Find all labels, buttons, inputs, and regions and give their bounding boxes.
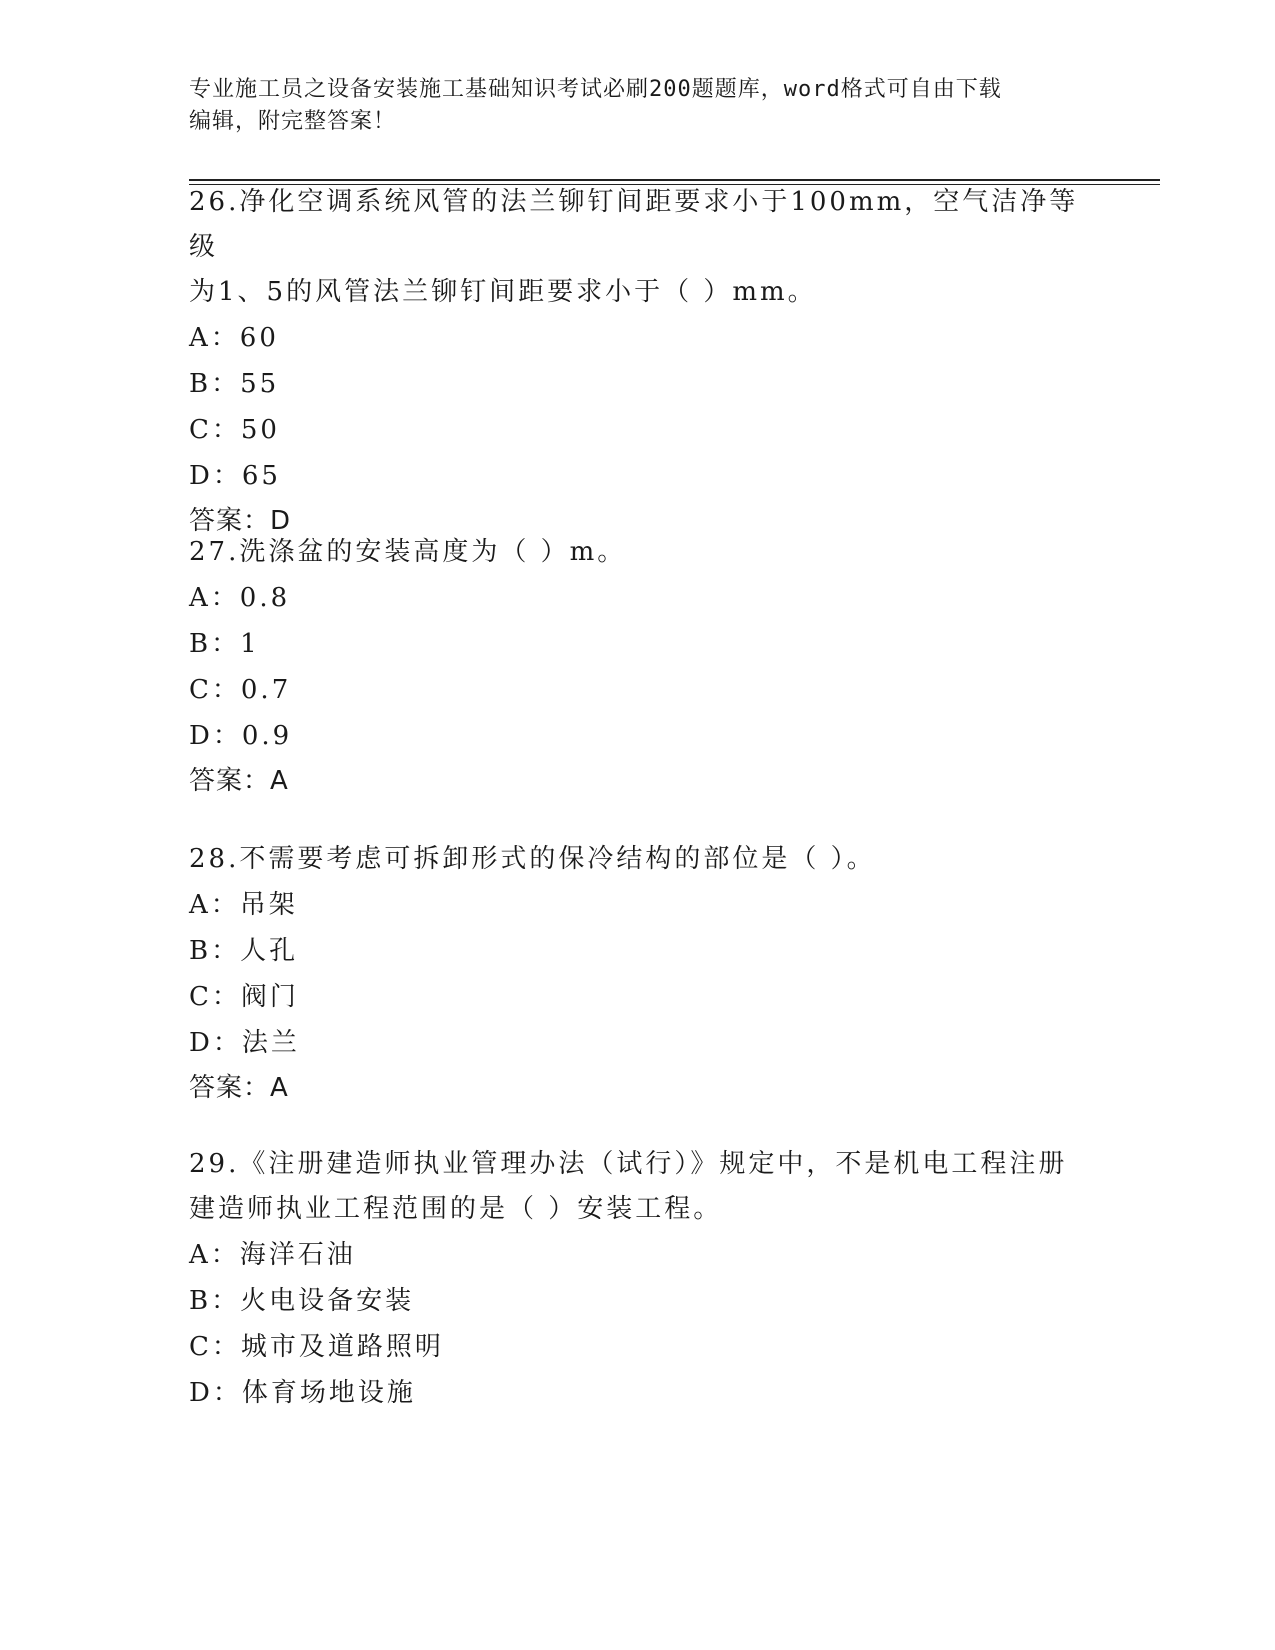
option-d: D：体育场地设施 — [189, 1378, 416, 1408]
option-a: A：0.8 — [189, 583, 291, 613]
question-stem-line: 建造师执业工程范围的是（ ）安装工程。 — [189, 1194, 723, 1224]
option-b: B：1 — [189, 629, 260, 659]
option-a: A：60 — [189, 323, 279, 353]
option-b: B：人孔 — [189, 936, 299, 966]
option-a: A：海洋石油 — [189, 1240, 356, 1270]
question-stem-line: 26.净化空调系统风管的法兰铆钉间距要求小于100mm，空气洁净等级 — [189, 187, 1079, 262]
option-d: D：65 — [189, 461, 281, 491]
question-stem-line: 29.《注册建造师执业管理办法（试行）》规定中，不是机电工程注册 — [189, 1149, 1068, 1179]
question-28 — [189, 837, 1089, 1111]
option-c: C：50 — [189, 415, 280, 445]
option-d: D：0.9 — [189, 721, 293, 751]
document-header — [189, 74, 1089, 138]
option-c: C：城市及道路照明 — [189, 1332, 444, 1362]
header-line-1: 专业施工员之设备安装施工基础知识考试必刷200题题库，word格式可自由下载 — [189, 77, 1002, 102]
question-27 — [189, 530, 1089, 804]
option-b: B：火电设备安装 — [189, 1286, 415, 1316]
option-a: A：吊架 — [189, 890, 298, 920]
answer-key: 答案：D — [189, 506, 292, 536]
answer-key: 答案：A — [189, 766, 289, 796]
question-29 — [189, 1142, 1089, 1416]
option-c: C：0.7 — [189, 675, 292, 705]
option-d: D：法兰 — [189, 1028, 300, 1058]
question-stem-line: 为1、5的风管法兰铆钉间距要求小于（ ）mm。 — [189, 277, 817, 307]
question-stem-line: 27.洗涤盆的安装高度为（ ）m。 — [189, 537, 627, 567]
header-line-2: 编辑，附完整答案！ — [189, 109, 397, 134]
option-b: B：55 — [189, 369, 280, 399]
question-26 — [189, 180, 1089, 544]
answer-key: 答案：A — [189, 1073, 289, 1103]
option-c: C：阀门 — [189, 982, 299, 1012]
question-stem-line: 28.不需要考虑可拆卸形式的保冷结构的部位是（ ）。 — [189, 844, 876, 874]
